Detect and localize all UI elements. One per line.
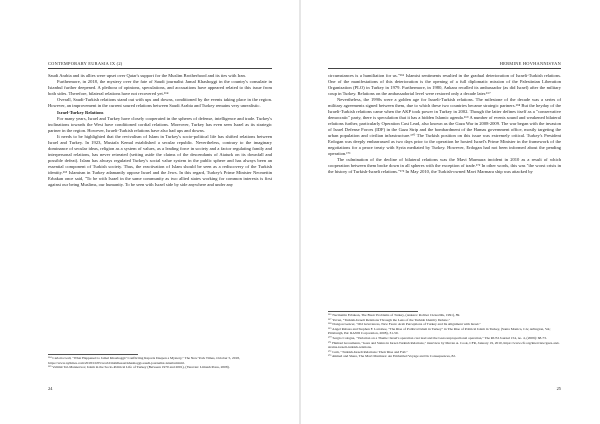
right-page: [300, 0, 600, 424]
paragraph: It needs to be highlighted that the revivalism of Islam in Turkey's socio-political life has shifted relations between Israel and Turkey. In 1923, Mustafa Kemal established a secular republic. Nevertheless, contrary to the imaginary dominance of secular ideas, religion as a system of values, as a leading force in society and a factor regulating family and interpersonal relations, has never retreated (setting aside the claims of the descendants of Ataturk on its downfall and possible defeat). Islam has always regulated Turkey's social value system in the public sphere and has always been an essential component of Turkish society. Thus, the reactivation of Islam should be seen as a rediscovery of the Turkish identity.¹⁶⁵ Islamism in Turkey adamantly oppose Israel and the Jews. In this regard, Turkey's Prime Minister Necmettin Erbakan once said, "To be with Israel in the same community as two allied states working for common interests is first against our being Muslims, our humanity. To be seen with Israel side by side anywhere and under any: [48, 134, 272, 187]
paragraph: Nevertheless, the 1990s were a golden age for Israeli-Turkish relations. The milestone of the decade was a series of military agreements signed between them, due to which these two countries became strategic partners.¹⁶⁸ But the heyday of the Israeli-Turkish relations came when the AKP took power in Turkey in 2002. Though the latter defines itself as a "conservative democratic" party, there is speculation that it has a hidden Islamic agenda.¹⁶⁹ A number of events sound and weakened bilateral relations further, particularly Operation Cast Lead, also known as the Gaza War in 2008-2009. The war began with the invasion of Israel Defense Forces (IDF) in the Gaza Strip and the bombardment of the Hamas government office, mostly targeting the urban population and civilian infrastructure.¹⁷⁰ The Turkish position on this issue was extremely critical. Turkey's President Erdogan was deeply embarrassed as two days prior to the operation he hosted Israel's Prime Minister in the framework of the negotiations for a peace treaty with Syria mediated by Turkey. However, Erdogan had not been informed about the pending operation.¹⁷¹: [328, 97, 561, 156]
footnote: ¹⁶⁷ Yavuz, "Turkish-Israeli Relations Through the Lens of the Turkish Identity Debate.": [328, 317, 451, 322]
footnote: ¹⁷² Cem, "Turkish-Israeli Relations: Their Rise and Fall.": [328, 349, 408, 354]
running-head: CONTEMPORARY EURASIA IX (2): [48, 61, 123, 66]
footnote: ¹⁶⁵ Valimir Tel-Mannevsov, Islam in the Socio-Political Life of Turkey (Between 1970 and 2001), (Yerevan: Limush Press, 2008).: [48, 365, 230, 370]
section-heading: Israel-Turkey Relations: [57, 110, 104, 115]
body-text: [48, 73, 272, 188]
footnote: ¹⁶⁴ Carlotta Gall, "What Happened to Jamal Khashoggi? Conflicting Reports Deepen a Mystery," The New York Times, October 5, 2018, https://www.nytimes.com/2018/10/05/world/middleeast/khashoggi-saudi-journalist-istanbul.html.: [48, 356, 240, 365]
running-head: HERMINE HOVHANNISYAN: [499, 61, 561, 66]
page-number: 25: [556, 386, 561, 391]
body-text: [328, 73, 561, 175]
footnotes: [48, 356, 272, 370]
paragraph: Furthermore, in 2018, the mystery over the fate of Saudi journalist Jamal Khashoggi in the country's consulate in Istanbul further deepened. A plethora of opinions, speculations, and accusations have appeared related to this issue from both sides. Therefore, bilateral relations have not recovered yet.¹⁶⁴: [48, 79, 272, 96]
footnote: ¹⁶⁶ Necmettin Erbakan, The Basic Problems of Turkey, (Ankara: Robber Cizzecilik, 1991), 89.: [328, 313, 461, 317]
footnote: ¹⁷⁰ Sergio Cologna, "Variation on a Theme: Israel's operation cast lead and the Gaza unproportional operation," The RUSI Journal 154, no. 4, (2009): 68-73.: [328, 335, 547, 340]
footnotes: [328, 313, 561, 359]
footnote: ¹⁶⁹ Angel Rabasa and Stephen F. Larrabee, "The Rise of Political Islam in Turkey" in The Rise of Political Islam in Turkey, (Santa Monica, CA; Arlington, VA; Pittsburgh, PA: RAND Corporation, 2008), 31-50.: [328, 326, 551, 336]
footnote: ¹⁷¹ Hamasl Grossmann, "Gaza and Stains in Israel-Turkish Relations," interview by Mevan A. Cook, CFR, January 19, 2010, https://www.cfr.org/interview/gaza-and-strains-israeli-turkish-relations.: [328, 340, 560, 350]
paragraph: The culmination of the decline of bilateral relations was the Mavi Marmara incident in 2010 as a result of which cooperation between them broke down in all spheres with the exception of trade.¹⁷² In other words, this was "the worst crisis in the history of Turkish-Israeli relations."¹⁷³ In May 2010, the Turkish-owned Mavi Marmara ship was attacked by: [328, 157, 561, 174]
paragraph: Saudi Arabia and its allies were upset over Qatar's support for the Muslim Brotherhood and its ties with Iran.: [48, 73, 246, 78]
paragraph: Overall, Saudi-Turkish relations stand out with ups and downs, conditioned by the events taking place in the region. However, an improvement in the current soured relations between Saudi Arabia and Turkey remains very unrealistic.: [48, 97, 272, 108]
paragraph: circumstances is a humiliation for us."¹⁶⁶ Islamist sentiments resulted in the gradual deterioration of Israeli-Turkish relations. One of the manifestations of this deterioration is the opening of a full diplomatic mission of the Palestinian Liberation Organization (PLO) in Turkey in 1979. Furthermore, in 1980, Ankara recalled its ambassador (as did Israel) after the military coup in Turkey. Relations on the ambassadorial level were restored only a decade later.¹⁶⁷: [328, 73, 561, 96]
footnote: ¹⁷³ Ahmed and Shere, The Mavi Marmara: An Embattled Voyage and Its Consequences, 82.: [328, 354, 456, 359]
footnote: ¹⁶⁸ Dongou Gencer, "Old Grievances, New Fears: Arab Perceptions of Turkey and Its Alignment with Israel.": [328, 322, 481, 327]
paragraph: For many years, Israel and Turkey have closely cooperated in the spheres of defense, intelligence and trade. Turkey's inclinations towards the West have conditioned cordial relations. Moreover, Turkey has even seen Israel as its strategic partner in the region. However, Israeli-Turkish relations have also had ups and downs.: [48, 116, 272, 133]
footnote-rule: [48, 354, 138, 355]
header-rule: [328, 68, 561, 69]
header-rule: [48, 68, 272, 69]
footnote-rule: [328, 311, 418, 312]
page-number: 24: [48, 386, 53, 391]
